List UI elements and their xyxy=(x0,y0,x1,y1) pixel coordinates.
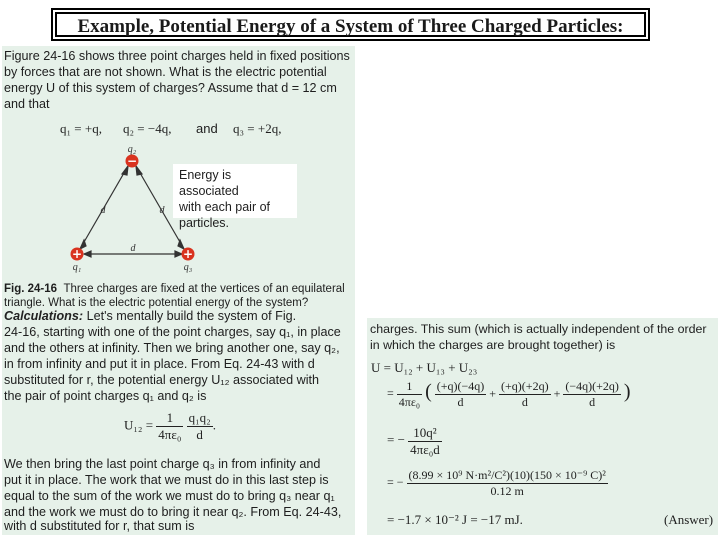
eq2-t2-num: (+q)(+2q) xyxy=(501,379,549,393)
eq2-t3-den: d xyxy=(589,395,596,409)
given-and: and xyxy=(196,121,218,136)
last-line-1: We then bring the last point charge q₃ in from infinity and xyxy=(4,457,321,471)
calc-heading: Calculations: xyxy=(4,309,84,323)
u12-period: . xyxy=(212,417,216,433)
u12-equation xyxy=(124,410,216,443)
eq2-t3-num: (−4q)(+2q) xyxy=(565,379,619,393)
given-q3: q₃ = +2q, xyxy=(233,121,282,136)
intro-line-1: Figure 24-16 shows three point charges held in fixed positions xyxy=(4,49,350,63)
caption-line-2: triangle. What is the electric potential energy of the system? xyxy=(4,297,309,309)
calc-line-6: the pair of point charges q₁ and q₂ is xyxy=(4,389,207,403)
eq2-plus-2: + xyxy=(553,386,561,401)
eq2-constant xyxy=(397,379,422,410)
eq2-t1-den: d xyxy=(457,395,464,409)
callout-line-3: particles. xyxy=(179,216,230,230)
eq2-term-12 xyxy=(435,379,487,410)
eq4-den: 0.12 m xyxy=(490,484,524,498)
eq3-fraction xyxy=(408,425,442,458)
energy-callout xyxy=(173,164,297,230)
last-line-5: with d substituted for r, that sum is xyxy=(4,519,195,533)
eq2-term-13 xyxy=(499,379,551,410)
u12-const-num: 1 xyxy=(156,410,183,427)
intro-line-4: and that xyxy=(4,97,50,111)
u12-const-den: 4πε₀ xyxy=(158,427,182,442)
slide-title: Example, Potential Energy of a System of Three Charged Particles: xyxy=(77,16,624,37)
calc-line-4: in from infinity and put it in place. From Eq. 24-43 with d xyxy=(4,357,315,371)
calc-line-5: substituted for r, the potential energy U₁₂ associated with xyxy=(4,373,320,387)
eq-result: = −1.7 × 10⁻² J = −17 mJ. xyxy=(387,512,523,527)
u12-charges-num: q₁q₂ xyxy=(188,410,211,425)
eq3-den: 4πε₀d xyxy=(410,442,440,457)
sign-plus-q3: + xyxy=(182,247,194,261)
eq4-equals: = − xyxy=(387,475,404,490)
label-d-right: d xyxy=(159,205,165,216)
sign-plus-q1: + xyxy=(71,247,83,261)
intro-line-3: energy U of this system of charges? Assume that d = 12 cm xyxy=(4,81,337,95)
intro-line-2: by forces that are not shown. What is the electric potential xyxy=(4,65,327,79)
label-q1: q₁ xyxy=(72,262,82,273)
arrowhead-q3-bottom xyxy=(175,251,182,257)
eq2-plus-1: + xyxy=(489,386,497,401)
calc-line-1-text: Let's mentally build the system of Fig. xyxy=(86,309,297,323)
last-line-4: and the work we must do to bring it near q₂. From Eq. 24-43, xyxy=(4,505,342,519)
label-q2: q₂ xyxy=(127,144,137,155)
right-line-1: charges. This sum (which is actually independent of the order xyxy=(370,322,707,336)
eq-numeric xyxy=(371,468,608,499)
callout-line-1: Energy is associated xyxy=(179,168,239,198)
eq-expansion: = $\frac{1}{\text{4πε₀}}$ ( $\frac{(+q)(-4q)}{d}$ + $\frac{(+q)(+2q)}{d}$ + $\frac{(-4q)(+2q)}{d}$ ) xyxy=(387,379,631,409)
u12-lhs: U₁₂ = xyxy=(124,417,154,433)
caption-line-1: Three charges are fixed at the vertices of an equilateral xyxy=(63,283,345,295)
u12-charges-den: d xyxy=(196,427,203,442)
label-q3: q₃ xyxy=(183,262,193,273)
eq4-fraction xyxy=(407,468,608,499)
eq3-equals: = − xyxy=(387,432,405,448)
figure-caption xyxy=(4,282,352,310)
u12-fraction-constant xyxy=(156,410,183,443)
calc-line-2: 24-16, starting with one of the point charges, say q₁, in place xyxy=(4,325,341,339)
eq2-term-23 xyxy=(563,379,621,410)
eq-total-energy: U = U₁₂ + U₁₃ + U₂₃ xyxy=(371,360,478,375)
last-line-3: equal to the sum of the work we must do to bring q₃ near q₁ xyxy=(4,489,335,503)
last-line-2: put it in place. The work that we must do in this last step is xyxy=(4,473,329,487)
answer-tag: (Answer) xyxy=(664,512,714,527)
calc-line-3: and the others at infinity. Then we bring another one, say q₂, xyxy=(4,341,340,355)
eq2-t1-num: (+q)(−4q) xyxy=(436,379,485,393)
callout-line-2: with each pair of xyxy=(179,200,271,214)
eq4-num: (8.99 × 10⁹ N·m²/C²)(10)(150 × 10⁻⁹ C)² xyxy=(408,468,606,482)
label-d-bottom: d xyxy=(130,243,136,254)
eq-simplified xyxy=(371,425,442,458)
eq2-t2-den: d xyxy=(521,395,528,409)
figure-label: Fig. 24-16 xyxy=(4,283,58,295)
calc-line-1 xyxy=(4,308,296,324)
given-q1: q₁ = +q, xyxy=(60,121,102,136)
u12-fraction-charges xyxy=(187,410,213,443)
right-line-2: in which the charges are brought together) is xyxy=(370,338,616,352)
eq3-num: 10q² xyxy=(408,425,442,442)
given-q2: q₂ = −4q, xyxy=(123,121,172,136)
eq2-const-den: 4πε₀ xyxy=(398,395,421,409)
sign-minus: − xyxy=(126,154,138,168)
eq2-const-num: 1 xyxy=(397,379,422,395)
eq2-equals: = xyxy=(387,386,394,401)
label-d-left: d xyxy=(100,205,106,216)
arrowhead-q1-bottom xyxy=(84,251,91,257)
